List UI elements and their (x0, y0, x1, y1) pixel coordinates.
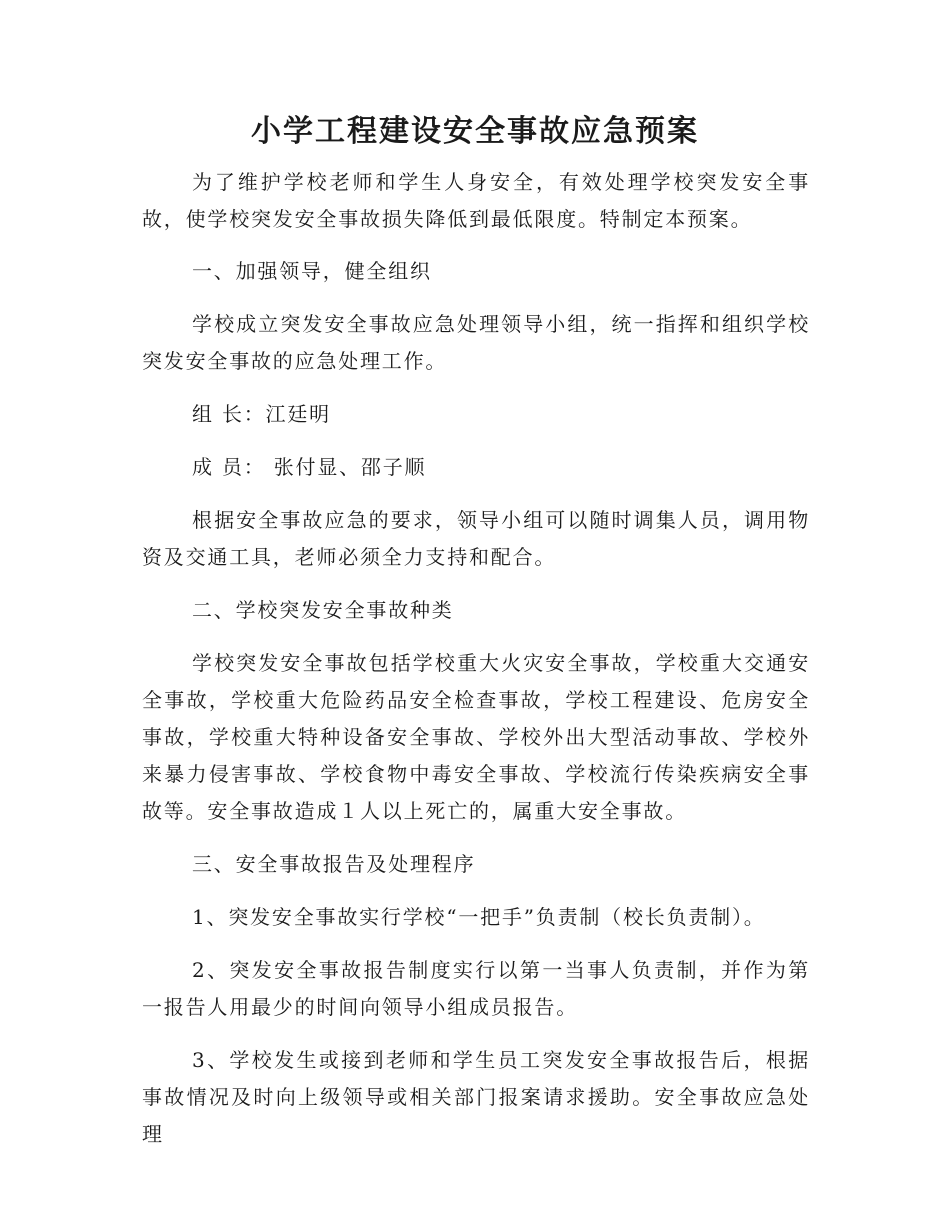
section-2-paragraph: 学校突发安全事故包括学校重大火灾安全事故，学校重大交通安全事故，学校重大危险药品安全检查事故，学校工程建设、危房安全事故，学校重大特种设备安全事故、学校外出大型活动事故、学校外来暴力侵害事故、学校食物中毒安全事故、学校流行传染疾病安全事故等。安全事故造成１人以上死亡的，属重大安全事故。 (142, 651, 810, 823)
section-heading-3: 三、安全事故报告及处理程序 (192, 852, 476, 876)
procedure-item-3: 3、学校发生或接到老师和学生员工突发安全事故报告后，根据事故情况及时向上级领导或相关部门报案请求援助。安全事故应急处理 (142, 1048, 810, 1146)
section-1-note-paragraph: 根据安全事故应急的要求，领导小组可以随时调集人员，调用物资及交通工具，老师必须全力支持和配合。 (142, 508, 810, 569)
section-heading-1: 一、加强领导，健全组织 (192, 259, 432, 283)
group-members-line: 成 员： 张付显、邵子顺 (192, 455, 427, 479)
section-1-paragraph: 学校成立突发安全事故应急处理领导小组，统一指挥和组织学校突发安全事故的应急处理工作。 (142, 312, 810, 373)
procedure-item-1: 1、突发安全事故实行学校“一把手”负责制（校长负责制）。 (192, 905, 766, 929)
document-title: 小学工程建设安全事故应急预案 (251, 114, 699, 149)
procedure-item-2: 2、突发安全事故报告制度实行以第一当事人负责制，并作为第一报告人用最少的时间向领导小组成员报告。 (142, 958, 810, 1019)
document-body (142, 164, 810, 1153)
group-leader-line: 组 长：江廷明 (192, 402, 331, 426)
section-heading-2: 二、学校突发安全事故种类 (192, 598, 454, 622)
intro-paragraph: 为了维护学校老师和学生人身安全，有效处理学校突发安全事故，使学校突发安全事故损失降低到最低限度。特制定本预案。 (142, 170, 810, 231)
